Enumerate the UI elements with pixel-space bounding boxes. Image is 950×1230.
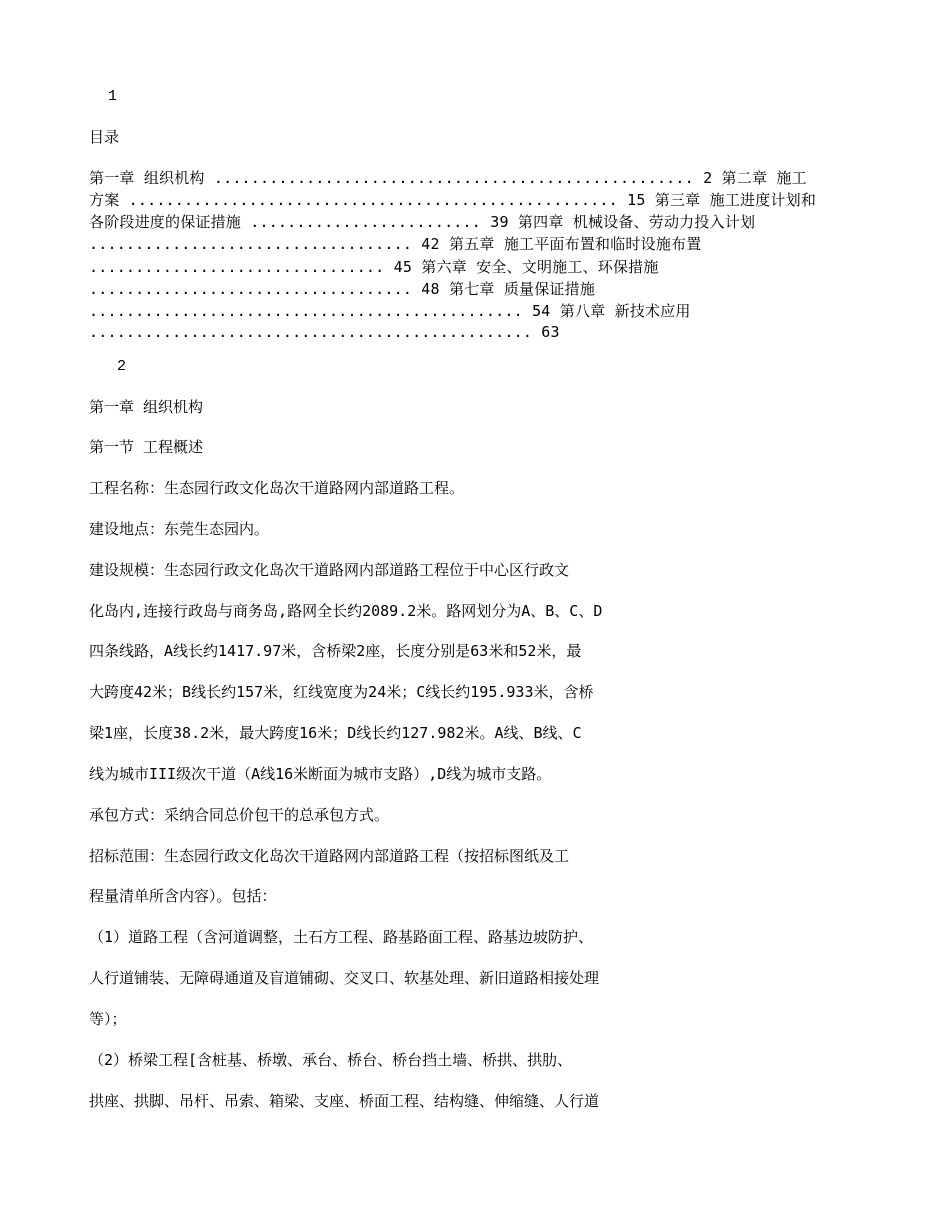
body-line: 建设地点：东莞生态园内。 (89, 520, 270, 538)
body-line: 线为城市III级次干道（A线16米断面为城市支路）,D线为城市支路。 (89, 765, 552, 783)
toc-line: ................................................ 63 (89, 323, 560, 341)
toc-line: 方案 ..................................................... 15 第三章 施工进度计划和 (89, 191, 817, 209)
body-line: 建设规模：生态园行政文化岛次干道路网内部道路工程位于中心区行政文 (89, 561, 570, 579)
toc-line: ............................................... 54 第八章 新技术应用 (89, 302, 691, 320)
page-number: 1 (108, 88, 118, 105)
toc-line: ................................... 42 第五章 施工平面布置和临时设施布置 (89, 235, 702, 253)
body-line: 等）； (89, 1010, 127, 1028)
toc-line: ................................... 48 第七章 质量保证措施 (89, 280, 596, 298)
body-line: 化岛内,连接行政岛与商务岛,路网全长约2089.2米。路网划分为A、B、C、D (89, 602, 603, 620)
body-line: 梁1座，长度38.2米，最大跨度16米；D线长约127.982米。A线、B线、C (89, 724, 582, 742)
chapter-title: 第一章 组织机构 (89, 398, 204, 416)
page-number: 2 (117, 358, 127, 375)
body-line: 程量清单所含内容）。包括： (89, 887, 277, 905)
section-title: 第一节 工程概述 (89, 438, 204, 456)
body-line: 拱座、拱脚、吊杆、吊索、箱梁、支座、桥面工程、结构缝、伸缩缝、人行道 (89, 1092, 600, 1110)
body-line: 四条线路，A线长约1417.97米，含桥梁2座，长度分别是63米和52米，最 (89, 642, 582, 660)
toc-line: 各阶段进度的保证措施 ......................... 39 第四章 机械设备、劳动力投入计划 (89, 213, 756, 231)
body-line: 人行道铺装、无障碍通道及盲道铺砌、交叉口、软基处理、新旧道路相接处理 (89, 969, 600, 987)
body-line: 承包方式：采纳合同总价包干的总承包方式。 (89, 806, 390, 824)
toc-line: 第一章 组织机构 .................................................... 2 第二章 施工 (89, 169, 807, 187)
body-line: （1）道路工程（含河道调整，土石方工程、路基路面工程、路基边坡防护、 (89, 928, 594, 946)
body-line: 工程名称：生态园行政文化岛次干道路网内部道路工程。 (89, 479, 465, 497)
body-line: （2）桥梁工程[含桩基、桥墩、承台、桥台、桥台挡土墙、桥拱、拱肋、 (89, 1051, 573, 1069)
toc-title: 目录 (89, 128, 120, 146)
toc-line: ................................ 45 第六章 安全、文明施工、环保措施 (89, 258, 659, 276)
body-line: 大跨度42米；B线长约157米，红线宽度为24米；C线长约195.933米，含桥 (89, 683, 594, 701)
body-line: 招标范围：生态园行政文化岛次干道路网内部道路工程（按招标图纸及工 (89, 847, 570, 865)
